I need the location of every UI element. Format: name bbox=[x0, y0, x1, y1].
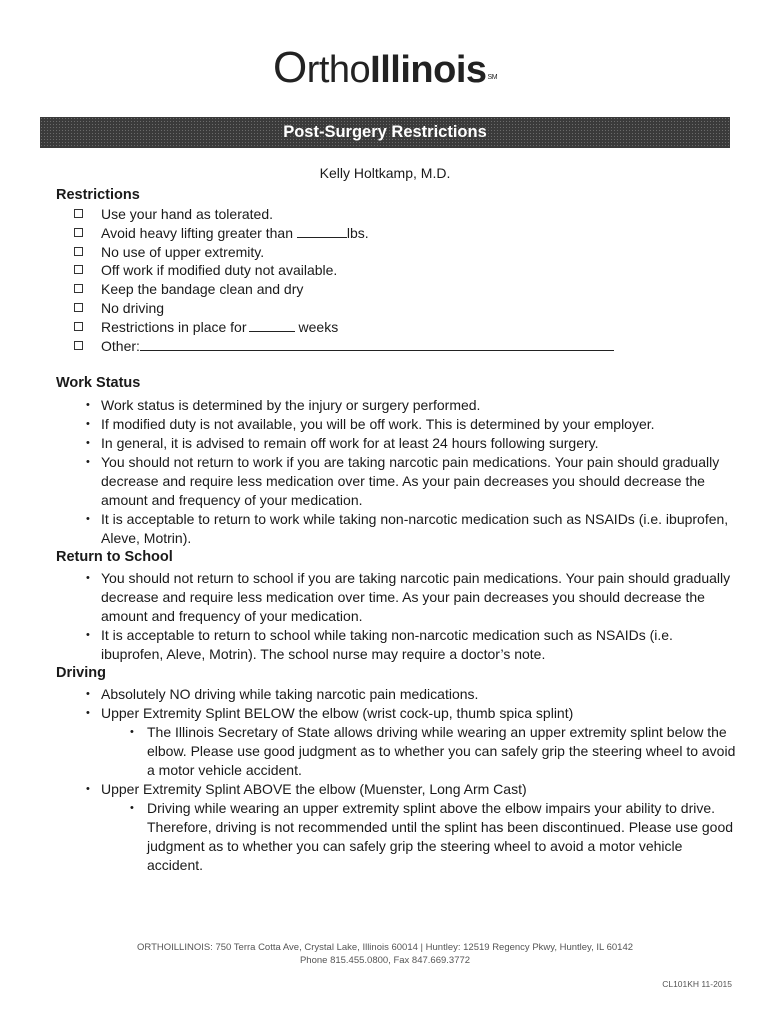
return-to-school-section bbox=[56, 548, 736, 664]
list-item: • In general, it is advised to remain off work for at least 24 hours following surgery. bbox=[86, 435, 599, 452]
list-item: • If modified duty is not available, you will be off work. This is determined by your employer. bbox=[86, 416, 655, 433]
service-mark: SM bbox=[487, 74, 498, 81]
list-item: • It is acceptable to return to school while taking non-narcotic medication such as NSAIDs (i.e. ibuprofen, Aleve, Motrin). The school nurse may require a doctor’s note. bbox=[86, 627, 673, 663]
driving-list bbox=[56, 685, 736, 875]
restriction-item: No driving bbox=[56, 299, 736, 318]
restriction-item: Keep the bandage clean and dry bbox=[56, 280, 736, 299]
work-status-list bbox=[56, 396, 736, 548]
restrictions-heading: Restrictions bbox=[56, 187, 140, 203]
restriction-item: Use your hand as tolerated. bbox=[56, 205, 736, 224]
sub-list-item: • The Illinois Secretary of State allows driving while wearing an upper extremity splint below the elbow. Please use good judgment as to whether you can safely grip the steering wheel to avoid a motor vehicle accident. bbox=[130, 724, 736, 779]
checkbox[interactable] bbox=[74, 265, 83, 274]
checkbox[interactable] bbox=[74, 284, 83, 293]
sub-list bbox=[101, 799, 736, 875]
return-to-school-list bbox=[56, 569, 736, 664]
restriction-item: Other: bbox=[56, 337, 736, 356]
document-body bbox=[56, 186, 736, 875]
return-to-school-heading: Return to School bbox=[56, 549, 173, 566]
list-item: • Work status is determined by the injury or surgery performed. bbox=[86, 397, 481, 414]
checkbox[interactable] bbox=[74, 247, 83, 256]
checkbox[interactable] bbox=[74, 209, 83, 218]
driving-section bbox=[56, 664, 736, 875]
restrictions-checklist bbox=[56, 205, 736, 355]
work-status-section bbox=[56, 374, 736, 548]
form-code: CL101KH 11-2015 bbox=[662, 979, 732, 989]
driving-heading: Driving bbox=[56, 665, 106, 682]
orthoillinois-logo: OrthoIllinois℠ bbox=[272, 43, 498, 92]
sub-list-item: • Driving while wearing an upper extremity splint above the elbow impairs your ability to drive. Therefore, driving is not recommended until the splint has been discontinued. Please use good judgment as to whether you can safely grip the steering wheel to avoid a motor vehicle accident. bbox=[130, 800, 734, 874]
restriction-item: No use of upper extremity. bbox=[56, 243, 736, 262]
checkbox[interactable] bbox=[74, 322, 83, 331]
list-item: • You should not return to school if you are taking narcotic pain medications. Your pain should gradually decrease and require less medication over time. As your pain decreases you should decrease the amount and frequency of your medication. bbox=[86, 570, 731, 625]
list-item: • Upper Extremity Splint BELOW the elbow (wrist cock-up, thumb spica splint) • The Illinois Secretary of State allows driving while wearing an upper extremity splint below the elbow. Please use good judgment as to whether you can safely grip the steering wheel to avoid a motor vehicle accident. bbox=[86, 705, 736, 779]
page-title-banner: Post-Surgery Restrictions bbox=[40, 117, 730, 148]
footer-phone: Phone 815.455.0800, Fax 847.669.3772 bbox=[299, 955, 471, 966]
list-item: • Absolutely NO driving while taking narcotic pain medications. bbox=[86, 686, 479, 703]
footer-address: ORTHOILLINOIS: 750 Terra Cotta Ave, Crystal Lake, Illinois 60014 | Huntley: 12519 Regency Pkwy, Huntley, IL 60142 bbox=[136, 942, 634, 953]
list-item: • It is acceptable to return to work while taking non-narcotic medication such as NSAIDs (i.e. ibuprofen, Aleve, Motrin). bbox=[86, 511, 729, 547]
list-item: • Upper Extremity Splint ABOVE the elbow (Muenster, Long Arm Cast) • Driving while wearing an upper extremity splint above the elbow impairs your ability to drive. Therefore, driving is not recommended until the splint has been discontinued. Please use good judgment as to whether you can safely grip the steering wheel to avoid a motor vehicle accident. bbox=[56, 780, 736, 875]
doctor-name: Kelly Holtkamp, M.D. bbox=[319, 165, 451, 181]
footer-contact bbox=[0, 941, 770, 967]
restriction-item: Avoid heavy lifting greater than lbs. bbox=[56, 224, 736, 243]
restriction-item: Off work if modified duty not available. bbox=[56, 261, 736, 280]
list-item: • You should not return to work if you are taking narcotic pain medications. Your pain should gradually decrease and require less medication over time. As your pain decreases you should decrease the amount and frequency of your medication. bbox=[86, 454, 720, 509]
restriction-item: Restrictions in place for weeks bbox=[56, 318, 736, 337]
lifting-weight-blank[interactable] bbox=[297, 224, 347, 238]
sub-list bbox=[101, 723, 736, 780]
checkbox[interactable] bbox=[74, 303, 83, 312]
work-status-heading: Work Status bbox=[56, 375, 141, 392]
restrictions-section bbox=[56, 186, 736, 355]
checkbox[interactable] bbox=[74, 341, 83, 350]
checkbox[interactable] bbox=[74, 228, 83, 237]
weeks-blank[interactable] bbox=[249, 318, 295, 332]
other-blank[interactable] bbox=[140, 337, 614, 351]
